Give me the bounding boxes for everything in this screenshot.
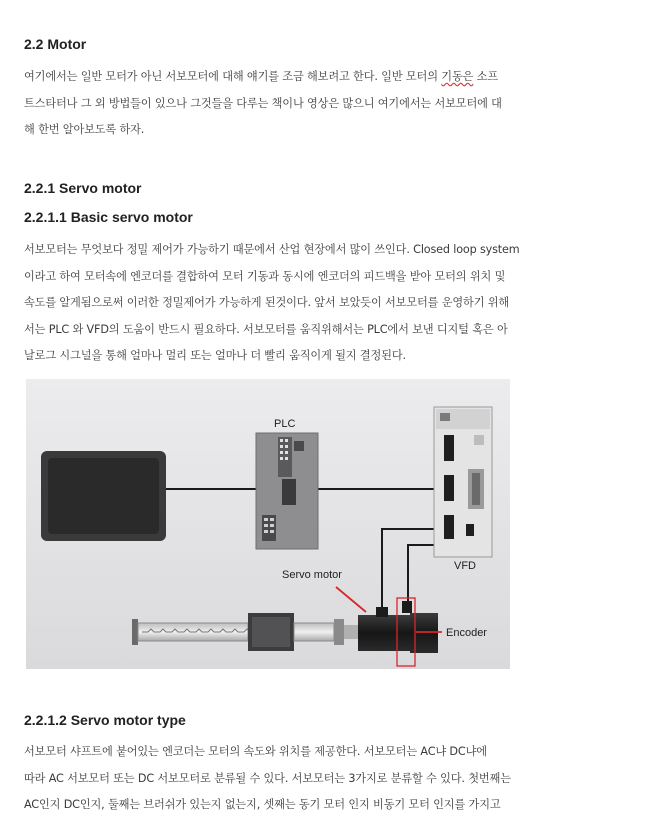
paragraph-line xyxy=(24,64,630,91)
hmi-monitor xyxy=(41,451,166,541)
line-text-tail: 소프 xyxy=(473,70,499,83)
plc-unit xyxy=(256,433,318,549)
paragraph-line: AC인지 DC인지, 둘째는 브러쉬가 있는지 없는지, 셋째는 동기 모터 인지 비동기 모터 인지를 가지고 xyxy=(24,798,501,811)
paragraph-basic-servo xyxy=(24,237,630,370)
paragraph-line: 해 한번 알아보도록 하자. xyxy=(24,123,145,136)
paragraph-motor-intro xyxy=(24,64,630,144)
spellcheck-word: 기동은 xyxy=(441,70,474,83)
section-title-2-2: 2.2 Motor xyxy=(24,36,87,52)
paragraph-line: 속도를 알게됨으로써 이러한 정밀제어가 가능하게 된것이다. 앞서 보았듯이 서보모터를 운영하기 위해 xyxy=(24,296,510,309)
paragraph-line: 이라고 하여 모터속에 엔코더를 결합하여 모터 기동과 동시에 엔코더의 피드백을 받아 모터의 위치 및 xyxy=(24,269,506,283)
encoder-label: Encoder xyxy=(446,627,487,639)
paragraph-servo-type xyxy=(24,739,630,819)
paragraph-line: 서보모터는 무엇보다 정밀 제어가 가능하기 때문에서 산업 현장에서 많이 쓰인다. Closed loop system xyxy=(24,243,520,256)
vfd-label: VFD xyxy=(454,560,476,572)
paragraph-line: 날로그 시그널을 통해 얼마나 멀리 또는 얼마나 더 빨리 움직이게 될지 결정된다. xyxy=(24,349,406,362)
vfd-unit xyxy=(434,407,492,557)
paragraph-line: 따라 AC 서보모터 또는 DC 서보모터로 분류될 수 있다. 서보모터는 3가지로 분류할 수 있다. 첫번째는 xyxy=(24,771,511,785)
servo-motor-label: Servo motor xyxy=(282,569,342,581)
paragraph-line: 서는 PLC 와 VFD의 도움이 반드시 필요하다. 서보모터를 움직위해서는 PLC에서 보낸 디지털 혹은 아 xyxy=(24,322,508,336)
plc-label: PLC xyxy=(274,418,296,430)
paragraph-line: 트스타터나 그 외 방법들이 있으나 그것들을 다루는 책이나 영상은 많으니 여기에서는 서보모터에 대 xyxy=(24,96,502,110)
section-title-2-2-1-1: 2.2.1.1 Basic servo motor xyxy=(24,209,193,225)
servo-system-figure xyxy=(26,379,510,669)
paragraph-line: 서보모터 샤프트에 붙어있는 엔코더는 모터의 속도와 위치를 제공한다. 서보모터는 AC냐 DC냐에 xyxy=(24,745,487,758)
line-text: 여기에서는 일반 모터가 아닌 서보모터에 대해 얘기를 조금 해보려고 한다. 일반 모터의 xyxy=(24,70,442,83)
section-title-2-2-1-2: 2.2.1.2 Servo motor type xyxy=(24,712,186,728)
servo-system-diagram xyxy=(26,379,510,669)
section-title-2-2-1: 2.2.1 Servo motor xyxy=(24,180,142,196)
